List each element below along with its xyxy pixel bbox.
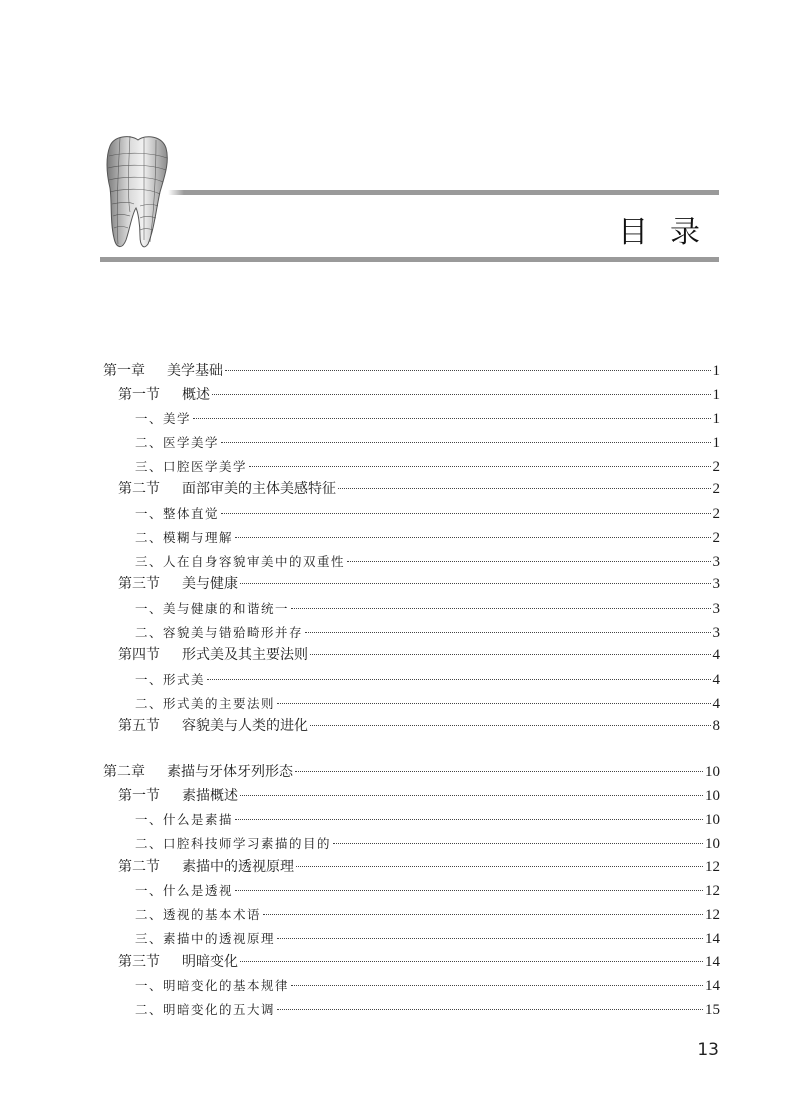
- section-title: 素描概述: [182, 787, 238, 804]
- item-title: 二、口腔科技师学习素描的目的: [135, 836, 332, 852]
- toc-item[interactable]: [103, 550, 720, 574]
- section-number: 第二节: [118, 481, 160, 498]
- page-ref: 3: [712, 600, 720, 617]
- item-title: 三、素描中的透视原理: [135, 930, 276, 946]
- chapter-title: 美学基础: [167, 363, 223, 379]
- leader-dots: [310, 654, 711, 655]
- page-ref: 3: [712, 553, 720, 570]
- page-ref: 2: [712, 529, 720, 546]
- item-title: 一、整体直觉: [135, 506, 220, 522]
- leader-dots: [277, 703, 710, 704]
- page-ref: 14: [705, 953, 720, 970]
- toc-item[interactable]: [103, 927, 720, 951]
- toc-item[interactable]: [103, 407, 720, 431]
- page-ref: 15: [705, 1001, 720, 1018]
- section-title: 面部审美的主体美感特征: [182, 481, 336, 498]
- header-bottom-rule: [100, 257, 719, 262]
- toc-item[interactable]: [103, 879, 720, 903]
- header-top-rule: [184, 190, 719, 195]
- chapter-number: 第二章: [103, 764, 145, 780]
- item-title: 一、美学: [135, 411, 192, 427]
- leader-dots: [296, 866, 703, 867]
- toc-chapter[interactable]: [103, 761, 720, 785]
- leader-dots: [240, 795, 703, 796]
- toc-chapter[interactable]: [103, 360, 720, 384]
- section-title: 美与健康: [182, 576, 238, 593]
- leader-dots: [263, 914, 703, 915]
- leader-dots: [333, 843, 703, 844]
- page-ref: 2: [712, 481, 720, 498]
- toc-item[interactable]: [103, 998, 720, 1022]
- page-number: 13: [697, 1040, 719, 1060]
- item-title: 一、什么是透视: [135, 883, 234, 899]
- page-ref: 4: [712, 671, 720, 688]
- toc-item[interactable]: [103, 455, 720, 479]
- toc-item[interactable]: [103, 621, 720, 645]
- toc-item[interactable]: [103, 974, 720, 998]
- item-title: 二、容貌美与错𬌗畸形并存: [135, 624, 304, 640]
- table-of-contents: [103, 360, 720, 1044]
- item-title: 三、口腔医学美学: [135, 458, 248, 474]
- section-number: 第五节: [118, 718, 160, 735]
- page-ref: 2: [712, 458, 720, 475]
- chapter-block: [103, 360, 720, 739]
- toc-item[interactable]: [103, 903, 720, 927]
- leader-dots: [277, 938, 703, 939]
- leader-dots: [338, 488, 711, 489]
- leader-dots: [225, 370, 711, 371]
- toc-section[interactable]: [103, 644, 720, 668]
- page-ref: 14: [705, 978, 720, 995]
- leader-dots: [235, 537, 710, 538]
- toc-section[interactable]: [103, 573, 720, 597]
- leader-dots: [235, 819, 703, 820]
- leader-dots: [240, 583, 711, 584]
- section-title: 素描中的透视原理: [182, 858, 294, 875]
- page-ref: 3: [712, 576, 720, 593]
- page-ref: 12: [705, 907, 720, 924]
- section-number: 第三节: [118, 576, 160, 593]
- leader-dots: [221, 442, 710, 443]
- leader-dots: [295, 771, 703, 772]
- toc-item[interactable]: [103, 526, 720, 550]
- section-number: 第四节: [118, 647, 160, 664]
- toc-section[interactable]: [103, 951, 720, 975]
- leader-dots: [207, 679, 710, 680]
- page-title: 目录: [618, 215, 722, 250]
- leader-dots: [291, 608, 710, 609]
- leader-dots: [291, 985, 703, 986]
- toc-item[interactable]: [103, 692, 720, 716]
- leader-dots: [347, 561, 710, 562]
- item-title: 二、形式美的主要法则: [135, 695, 276, 711]
- page-ref: 8: [712, 718, 720, 735]
- toc-item[interactable]: [103, 832, 720, 856]
- page-ref: 10: [705, 812, 720, 829]
- page-ref: 3: [712, 624, 720, 641]
- page-ref: 1: [712, 435, 720, 452]
- page-ref: 4: [712, 647, 720, 664]
- toc-item[interactable]: [103, 431, 720, 455]
- toc-section[interactable]: [103, 478, 720, 502]
- chapter-number: 第一章: [103, 363, 145, 379]
- section-title: 形式美及其主要法则: [182, 647, 308, 664]
- item-title: 一、明暗变化的基本规律: [135, 978, 290, 994]
- item-title: 二、模糊与理解: [135, 529, 234, 545]
- toc-item[interactable]: [103, 502, 720, 526]
- leader-dots: [235, 890, 703, 891]
- chapter-title: 素描与牙体牙列形态: [167, 764, 293, 780]
- toc-item[interactable]: [103, 597, 720, 621]
- page-ref: 1: [712, 386, 720, 403]
- toc-section[interactable]: [103, 785, 720, 809]
- leader-dots: [305, 632, 710, 633]
- page-ref: 4: [712, 695, 720, 712]
- page-ref: 12: [705, 858, 720, 875]
- item-title: 三、人在自身容貌审美中的双重性: [135, 553, 346, 569]
- section-number: 第一节: [118, 386, 160, 403]
- item-title: 一、美与健康的和谐统一: [135, 600, 290, 616]
- section-number: 第一节: [118, 787, 160, 804]
- page-ref: 12: [705, 883, 720, 900]
- leader-dots: [240, 961, 703, 962]
- tooth-illustration: [100, 132, 172, 250]
- toc-item[interactable]: [103, 808, 720, 832]
- chapter-block: [103, 761, 720, 1022]
- page-ref: 10: [705, 787, 720, 804]
- page-ref: 10: [705, 764, 720, 780]
- section-title: 容貌美与人类的进化: [182, 718, 308, 735]
- page-ref: 14: [705, 930, 720, 947]
- toc-section[interactable]: [103, 856, 720, 880]
- leader-dots: [310, 725, 711, 726]
- section-title: 明暗变化: [182, 953, 238, 970]
- leader-dots: [249, 466, 710, 467]
- item-title: 二、医学美学: [135, 435, 220, 451]
- section-number: 第三节: [118, 953, 160, 970]
- page-ref: 1: [712, 411, 720, 428]
- page-ref: 10: [705, 836, 720, 853]
- leader-dots: [193, 418, 710, 419]
- section-number: 第二节: [118, 858, 160, 875]
- toc-item[interactable]: [103, 668, 720, 692]
- page-ref: 2: [712, 506, 720, 523]
- leader-dots: [221, 513, 710, 514]
- leader-dots: [277, 1009, 703, 1010]
- item-title: 一、什么是素描: [135, 812, 234, 828]
- page-ref: 1: [712, 363, 720, 379]
- toc-section[interactable]: [103, 715, 720, 739]
- item-title: 一、形式美: [135, 671, 206, 687]
- toc-section[interactable]: [103, 384, 720, 408]
- section-title: 概述: [182, 386, 210, 403]
- leader-dots: [212, 394, 711, 395]
- item-title: 二、透视的基本术语: [135, 907, 262, 923]
- item-title: 二、明暗变化的五大调: [135, 1001, 276, 1017]
